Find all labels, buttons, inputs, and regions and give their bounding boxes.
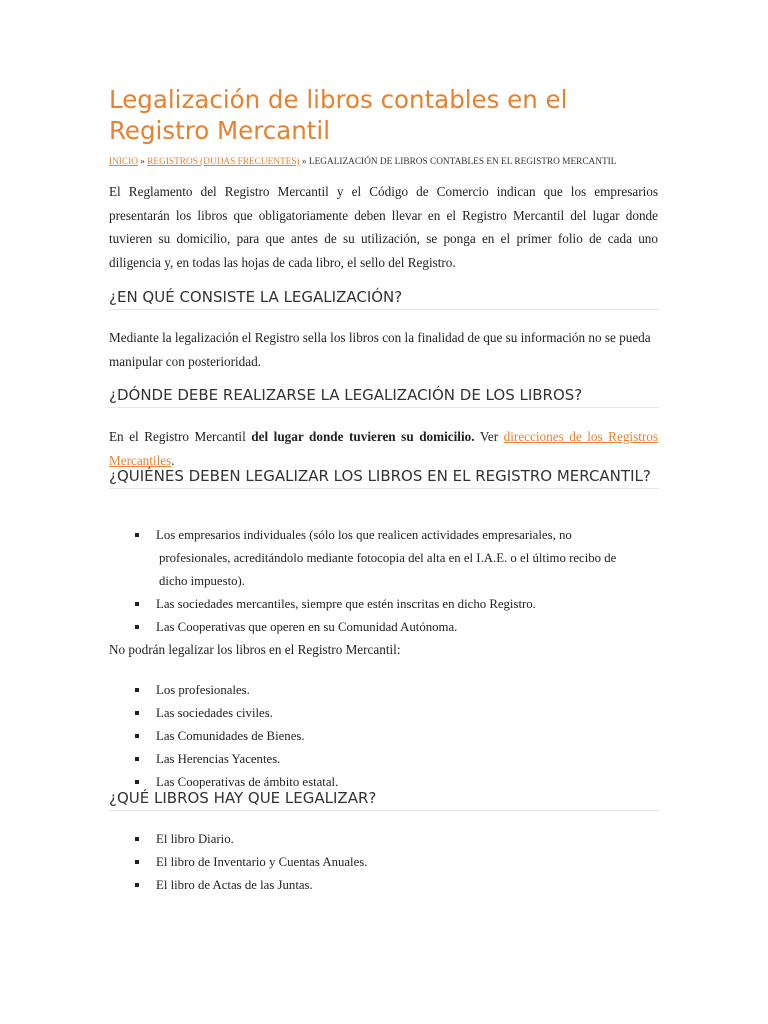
list-item-text bbox=[156, 524, 653, 593]
list-item-text: Las sociedades mercantiles, siempre que estén inscritas en dicho Registro. bbox=[156, 597, 536, 611]
donde-bold-text: del lugar donde tuvieren su domicilio. bbox=[251, 429, 475, 444]
heading-donde: ¿DÓNDE DEBE REALIZARSE LA LEGALIZACIÓN DE LOS LIBROS? bbox=[109, 386, 659, 408]
list-item-line: Los empresarios individuales (sólo los que realicen actividades empresariales, no bbox=[156, 528, 572, 542]
list-item bbox=[133, 679, 653, 702]
list-item-text: El libro de Inventario y Cuentas Anuales. bbox=[156, 855, 368, 869]
excluded-list bbox=[133, 679, 653, 794]
list-item-text: Las Herencias Yacentes. bbox=[156, 752, 281, 766]
donde-text: En el Registro Mercantil bbox=[109, 429, 252, 444]
square-bullet-icon bbox=[135, 688, 139, 692]
donde-end-text: . bbox=[171, 452, 175, 468]
list-item-text: Las Cooperativas que operen en su Comunidad Autónoma. bbox=[156, 620, 458, 634]
list-item-text: Las Cooperativas de ámbito estatal. bbox=[156, 775, 339, 789]
square-bullet-icon bbox=[135, 533, 139, 537]
breadcrumb bbox=[109, 156, 616, 168]
donde-ver-text: Ver bbox=[474, 429, 504, 444]
square-bullet-icon bbox=[135, 837, 139, 841]
list-item bbox=[133, 702, 653, 725]
list-item bbox=[133, 874, 653, 897]
donde-paragraph bbox=[109, 425, 658, 472]
square-bullet-icon bbox=[135, 711, 139, 715]
breadcrumb-current: LEGALIZACIÓN DE LIBROS CONTABLES EN EL REGISTRO MERCANTIL bbox=[308, 157, 617, 167]
list-item-text: El libro de Actas de las Juntas. bbox=[156, 878, 313, 892]
list-item-line: profesionales, acreditándolo mediante fotocopia del alta en el I.A.E. o el último recibo de bbox=[159, 551, 617, 565]
list-item bbox=[133, 616, 653, 639]
list-item-text: Las Comunidades de Bienes. bbox=[156, 729, 305, 743]
square-bullet-icon bbox=[135, 883, 139, 887]
heading-quienes: ¿QUIÉNES DEBEN LEGALIZAR LOS LIBROS EN EL REGISTRO MERCANTIL? bbox=[109, 467, 659, 489]
list-item bbox=[133, 851, 653, 874]
page-title: Legalización de libros contables en el Registro Mercantil bbox=[109, 85, 568, 145]
list-item-text: Los profesionales. bbox=[156, 683, 250, 697]
list-item bbox=[133, 725, 653, 748]
list-item-line: dicho impuesto). bbox=[159, 574, 246, 588]
square-bullet-icon bbox=[135, 860, 139, 864]
list-item bbox=[133, 524, 653, 593]
consiste-paragraph: Mediante la legalización el Registro sella los libros con la finalidad de que su información no se pueda manipular con posterioridad. bbox=[109, 330, 651, 369]
breadcrumb-separator: » bbox=[137, 157, 148, 167]
direcciones-registros-link[interactable]: direcciones de los Registros Mercantiles bbox=[109, 429, 658, 468]
square-bullet-icon bbox=[135, 780, 139, 784]
square-bullet-icon bbox=[135, 602, 139, 606]
breadcrumb-section-link[interactable]: REGISTROS (DUDAS FRECUENTES) bbox=[147, 157, 300, 167]
no-podran-paragraph: No podrán legalizar los libros en el Registro Mercantil: bbox=[109, 642, 401, 657]
heading-que-libros: ¿QUÉ LIBROS HAY QUE LEGALIZAR? bbox=[109, 789, 659, 811]
square-bullet-icon bbox=[135, 757, 139, 761]
list-item bbox=[133, 593, 653, 616]
breadcrumb-home-link[interactable]: INICIO bbox=[109, 157, 138, 167]
heading-en-que-consiste: ¿EN QUÉ CONSISTE LA LEGALIZACIÓN? bbox=[109, 288, 659, 310]
libros-list bbox=[133, 828, 653, 897]
list-item bbox=[133, 828, 653, 851]
quienes-list bbox=[133, 524, 653, 639]
breadcrumb-separator: » bbox=[299, 157, 309, 167]
list-item-text: El libro Diario. bbox=[156, 832, 234, 846]
list-item-text: Las sociedades civiles. bbox=[156, 706, 273, 720]
intro-paragraph: El Reglamento del Registro Mercantil y el Código de Comercio indican que los empresarios presentarán los libros que obligatoriamente deben llevar en el Registro Mercantil del lugar donde tuvieren su domicilio, para que antes de su utilización, se ponga en el primer folio de cada uno diligencia y, en todas las hojas de cada libro, el sello del Registro. bbox=[109, 184, 658, 270]
list-item bbox=[133, 748, 653, 771]
square-bullet-icon bbox=[135, 734, 139, 738]
square-bullet-icon bbox=[135, 625, 139, 629]
